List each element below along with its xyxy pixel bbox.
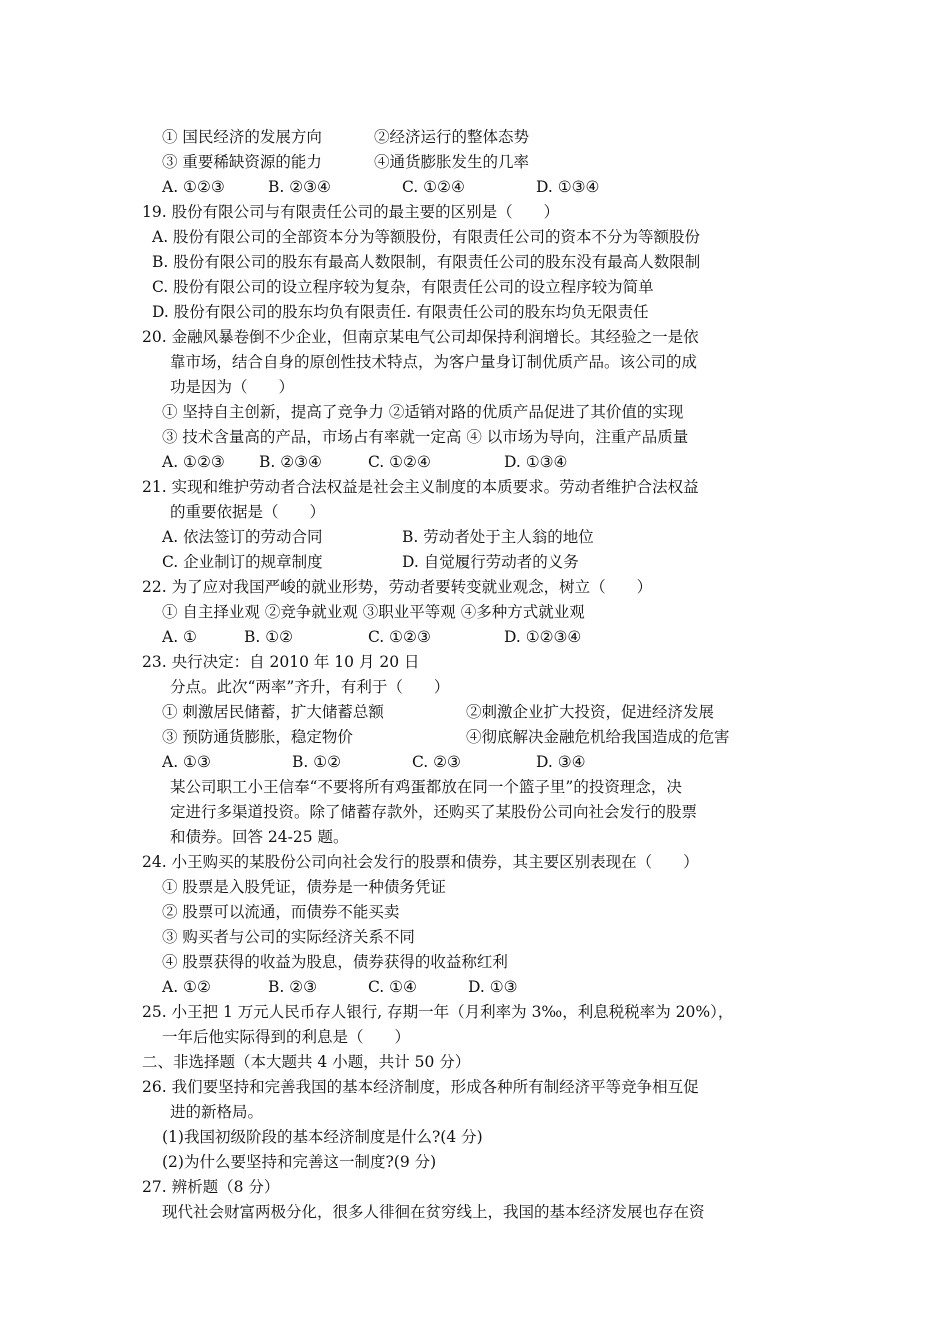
option-row: ① 自主择业观 ②竞争就业观 ③职业平等观 ④多种方式就业观 [162,603,585,621]
question-26: 26. 我们要坚持和完善我国的基本经济制度，形成各种所有制经济平等竞争相互促 [142,1078,699,1096]
choice-c: C. 企业制订的规章制度 [162,553,323,571]
option-row: ① 坚持自主创新，提高了竞争力 ②适销对路的优质产品促进了其价值的实现 [162,403,684,421]
option-text: ③ 预防通货膨胀，稳定物价 [162,728,353,746]
choice-c: C. ②③ [412,753,461,771]
option-text: ① 国民经济的发展方向 [162,128,322,146]
passage-text: 和债券。回答 24-25 题。 [170,828,349,846]
choice-c: C. ①④ [368,978,417,996]
question-23: 23. 央行决定：自 2010 年 10 月 20 日 [142,653,420,671]
choice-d: D. ③④ [536,753,586,771]
choice-c: C. 股份有限公司的设立程序较为复杂，有限责任公司的设立程序较为简单 [152,278,654,296]
choice-a: A. 依法签订的劳动合同 [162,528,323,546]
option-row: ③ 购买者与公司的实际经济关系不同 [162,928,415,946]
passage-text: 定进行多渠道投资。除了储蓄存款外，还购买了某股份公司向社会发行的股票 [170,803,698,821]
question-19: 19. 股份有限公司与有限责任公司的最主要的区别是（ ） [142,203,560,221]
question-21-cont: 的重要依据是（ ） [170,503,326,521]
option-text: ③ 重要稀缺资源的能力 [162,153,322,171]
question-25-cont: 一年后他实际得到的利息是（ ） [162,1028,411,1046]
passage-text: 现代社会财富两极分化，很多人徘徊在贫穷线上，我国的基本经济发展也存在资 [162,1203,705,1221]
question-20-cont: 功是因为（ ） [170,378,295,396]
choice-a: A. ①③ [162,753,211,771]
option-text: ②刺激企业扩大投资，促进经济发展 [466,703,715,721]
question-27: 27. 辨析题（8 分） [142,1178,280,1196]
question-25: 25. 小王把 1 万元人民币存人银行, 存期一年（月利率为 3‰，利息税税率为 20%）， [142,1003,734,1021]
question-21: 21. 实现和维护劳动者合法权益是社会主义制度的本质要求。劳动者维护合法权益 [142,478,699,496]
question-20-cont: 靠市场，结合自身的原创性技术特点，为客户量身订制优质产品。该公司的成 [170,353,698,371]
choice-a: A. ①②③ [162,178,225,196]
choice-a: A. ①②③ [162,453,225,471]
question-26-cont: 进的新格局。 [170,1103,264,1121]
option-row: ③ 技术含量高的产品，市场占有率就一定高 ④ 以市场为导向，注重产品质量 [162,428,689,446]
choice-b: B. ①② [292,753,342,771]
choice-c: C. ①②④ [368,453,431,471]
choice-b: B. ②③④ [268,178,331,196]
question-23-cont: 分点。此次“两率”齐升，有利于（ ） [170,678,450,696]
choice-d: D. ①③④ [504,453,568,471]
option-text: ④通货膨胀发生的几率 [374,153,530,171]
option-row: ④ 股票获得的收益为股息，债券获得的收益称红利 [162,953,508,971]
choice-b: B. 劳动者处于主人翁的地位 [402,528,594,546]
choice-d: D. ①③ [468,978,518,996]
option-row: ② 股票可以流通，而债券不能买卖 [162,903,400,921]
choice-c: C. ①②④ [402,178,465,196]
choice-a: A. ① [162,628,197,646]
choice-d: D. ①③④ [536,178,600,196]
passage-text: 某公司职工小王信奉“不要将所有鸡蛋都放在同一个篮子里”的投资理念，决 [170,778,682,796]
choice-a: A. 股份有限公司的全部资本分为等额股份，有限责任公司的资本不分为等额股份 [152,228,701,246]
section-heading: 二、非选择题（本大题共 4 小题，共计 50 分） [142,1053,471,1071]
sub-question: (2)为什么要坚持和完善这一制度?(9 分) [162,1153,437,1171]
choice-b: B. 股份有限公司的股东有最高人数限制，有限责任公司的股东没有最高人数限制 [152,253,701,271]
choice-d: D. 自觉履行劳动者的义务 [402,553,579,571]
choice-b: B. ②③④ [259,453,322,471]
choice-a: A. ①② [162,978,211,996]
question-22: 22. 为了应对我国严峻的就业形势，劳动者要转变就业观念，树立（ ） [142,578,653,596]
option-text: ④彻底解决金融危机给我国造成的危害 [466,728,730,746]
question-24: 24. 小王购买的某股份公司向社会发行的股票和债券，其主要区别表现在（ ） [142,853,699,871]
choice-c: C. ①②③ [368,628,431,646]
choice-d: D. ①②③④ [504,628,582,646]
choice-b: B. ②③ [268,978,318,996]
choice-b: B. ①② [244,628,294,646]
option-text: ②经济运行的整体态势 [374,128,530,146]
option-row: ① 股票是入股凭证，债券是一种债务凭证 [162,878,446,896]
question-20: 20. 金融风暴卷倒不少企业，但南京某电气公司却保持利润增长。其经验之一是依 [142,328,699,346]
option-text: ① 刺激居民储蓄，扩大储蓄总额 [162,703,384,721]
choice-d: D. 股份有限公司的股东均负有限责任. 有限责任公司的股东均负无限责任 [152,303,649,321]
sub-question: (1)我国初级阶段的基本经济制度是什么?(4 分) [162,1128,483,1146]
